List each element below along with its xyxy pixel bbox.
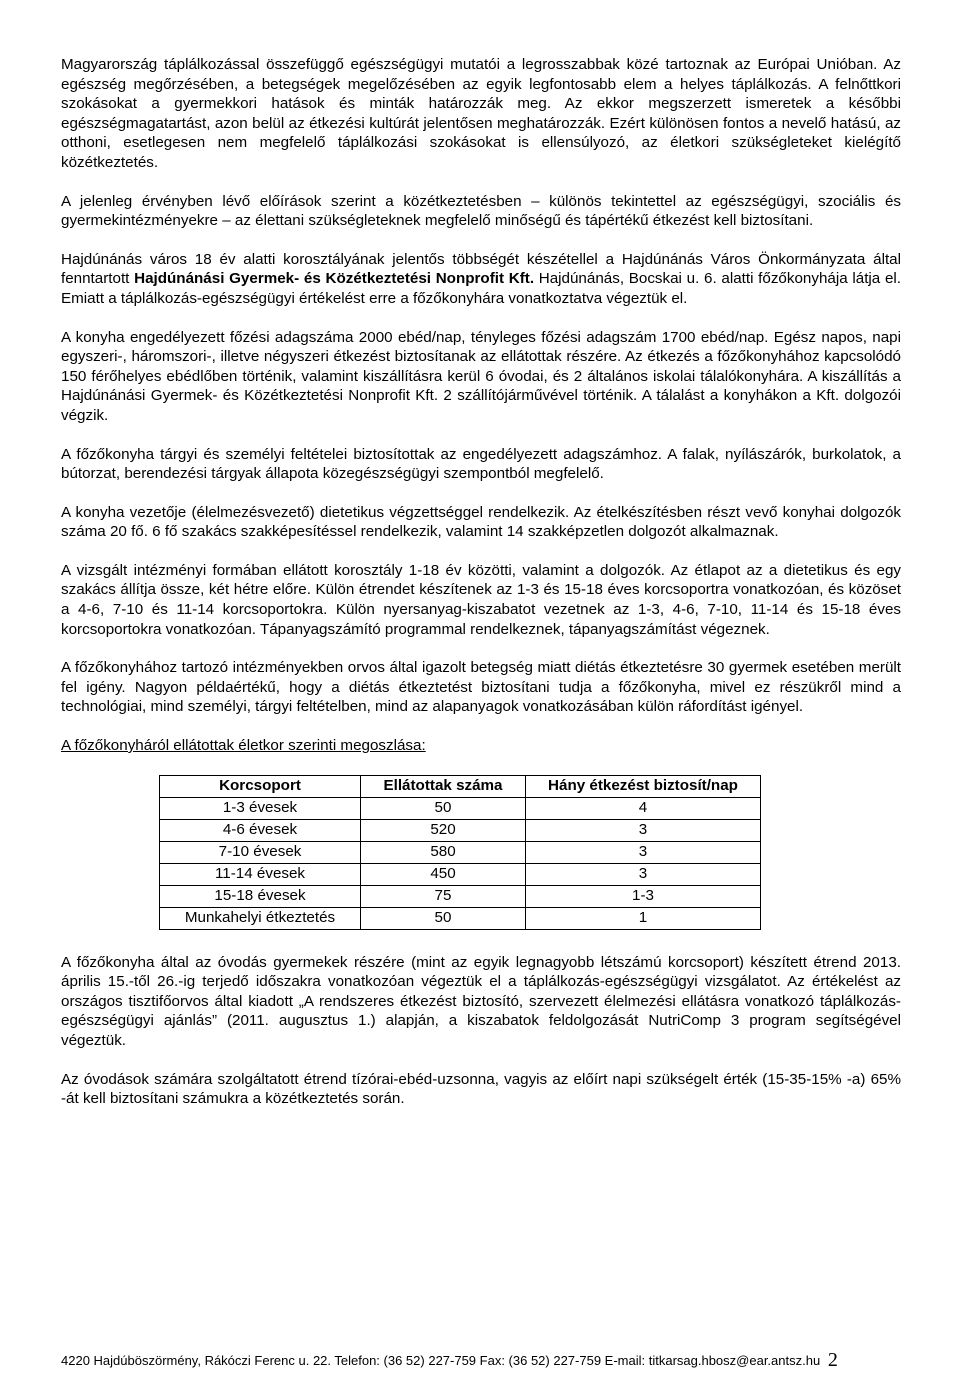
table-cell: 1-3 évesek bbox=[160, 797, 361, 819]
table-cell: 3 bbox=[526, 819, 761, 841]
table-cell: 15-18 évesek bbox=[160, 885, 361, 907]
table-cell: 3 bbox=[526, 841, 761, 863]
table-cell: 4 bbox=[526, 797, 761, 819]
section-heading: A főzőkonyháról ellátottak életkor szerinti megoszlása: bbox=[61, 737, 426, 755]
paragraph-capacity: A konyha engedélyezett főzési adagszáma 2000 ebéd/nap, tényleges főzési adagszám 1700 ebéd/nap. Egész napos, napi egyszeri-, háromszori-, illetve négyszeri étkezést biztosítanak az ellátottak részére. Az étkezés a főzőkonyhához kapcsolódó 150 férőhelyes ebédlőben történik, valamint kiszállításra kerül 6 óvodai, és 2 általános iskolai tálalókonyhára. A kiszállítás a Hajdúnánási Gyermek- és Közétkeztetési Nonprofit Kft. 2 szállítójárművével történik. A tálalást a konyhákon a Kft. dolgozói végzik. bbox=[61, 328, 901, 424]
table-cell: 11-14 évesek bbox=[160, 863, 361, 885]
page-footer bbox=[61, 1351, 911, 1370]
paragraph-kitchen-provider bbox=[61, 250, 901, 309]
table-row bbox=[160, 907, 761, 929]
table-cell: 520 bbox=[361, 819, 526, 841]
table-cell: 450 bbox=[361, 863, 526, 885]
table-row bbox=[160, 797, 761, 819]
table-cell: 7-10 évesek bbox=[160, 841, 361, 863]
paragraph-age-groups: A vizsgált intézményi formában ellátott korosztály 1-18 év közötti, valamint a dolgozók. Az étlapot az a dietetikus és egy szakács állítja össze, két hétre előre. Külön étrendet készítenek az 1-3 és 15-18 éves korcsoportra vonatkozóan, és közöset a 4-6, 7-10 és 11-14 korcsoportokra. Külön nyersanyag-kiszabatot vezetnek az 1-3, 4-6, 7-10, 11-14 és 15-18 éves korcsoportokra vonatkozóan. Tápanyagszámító programmal rendelkeznek, tápanyagszámítást végeznek. bbox=[61, 561, 901, 638]
table-cell: 50 bbox=[361, 797, 526, 819]
table-cell: 580 bbox=[361, 841, 526, 863]
paragraph-requirement: Az óvodások számára szolgáltatott étrend tízórai-ebéd-uzsonna, vagyis az előírt napi szükségelt érték (15-35-15% -a) 65% -át kell biztosítani számukra a közétkeztetés során. bbox=[61, 1070, 901, 1108]
distribution-table bbox=[159, 775, 761, 930]
paragraph-regulations: A jelenleg érvényben lévő előírások szerint a közétkeztetésben – különös tekintettel az egészségügyi, szociális és gyermekintézményekre – az élettani szükségleteknek megfelelő minőségű és tápértékű étkezést kell biztosítani. bbox=[61, 192, 901, 230]
table-header-cell: Korcsoport bbox=[160, 775, 361, 797]
provider-company-name: Hajdúnánási Gyermek- és Közétkeztetési Nonprofit Kft. bbox=[134, 270, 535, 288]
table-row bbox=[160, 863, 761, 885]
page-number: 2 bbox=[827, 1349, 838, 1371]
provider-text-end: Hajdúnánás, Bocskai u. 6. alatti főzőkonyhája látja el. Emiatt a táplálkozás-egészségügyi értékelést erre a főzőkonyhára vonatkoztatva végeztük el. bbox=[61, 270, 901, 307]
table-cell: 1 bbox=[526, 907, 761, 929]
paragraph-evaluation: A főzőkonyha által az óvodás gyermekek részére (mint az egyik legnagyobb létszámú korcsoport) készített étrend 2013. április 15.-től 26.-ig terjedő időszakra vonatkozóan végeztük el a táplálkozás-egészségügyi vizsgálatot. Az értékelést az országos tisztifőorvos által kiadott „A rendszeres étkezést biztosító, szervezett élelmezési ellátásra vonatkozó táplálkozás-egészségügyi ajánlás” (2011. augusztus 1.) alapján, a kiszabatok feldolgozását NutriComp 3 program segítségével végeztük. bbox=[61, 953, 901, 1049]
table-row bbox=[160, 885, 761, 907]
provider-text-start: Hajdúnánás város 18 év alatti korosztályának jelentős többségét készétellel a Hajdúnánás Város Önkormányzata által fenntartott bbox=[61, 250, 901, 288]
paragraph-conditions: A főzőkonyha tárgyi és személyi feltételei biztosítottak az engedélyezett adagszámhoz. A falak, nyílászárók, burkolatok, a bútorzat, berendezési tárgyak állapota közegészségügyi szempontból megfelelő. bbox=[61, 445, 901, 483]
paragraph-diet: A főzőkonyhához tartozó intézményekben orvos által igazolt betegség miatt diétás étkeztetésre 30 gyermek esetében merült fel igény. Nagyon példaértékű, hogy a diétás étkeztetést biztosítani tudja a főzőkonyha, mivel ez részükről mind a technológiai, mind személyi, tárgyi feltételben, mind az alapanyagok vonatkozásában külön ráfordítást igényel. bbox=[61, 659, 901, 716]
table-cell: Munkahelyi étkeztetés bbox=[160, 907, 361, 929]
document-body bbox=[61, 55, 901, 1109]
table-row bbox=[160, 841, 761, 863]
paragraph-intro: Magyarország táplálkozással összefüggő egészségügyi mutatói a legrosszabbak közé tartoznak az Európai Unióban. Az egészség megőrzésében, a betegségek megelőzésében az egyik legfontosabb elem a helyes táplálkozás. A felnőttkori szokásokat a gyermekkori hatások és minták határozzák meg. Az ekkor megszerzett ismeretek a későbbi egészségmagatartást, azon belül az étkezési kultúrát jelentősen meghatározzák. Ezért különösen fontos a nevelő hatású, az otthoni, esetlegesen nem megfelelő táplálkozási szokásokat is ellensúlyozó, az életkori szükségleteket kielégítő közétkeztetés. bbox=[61, 56, 901, 171]
table-cell: 3 bbox=[526, 863, 761, 885]
paragraph-staff: A konyha vezetője (élelmezésvezető) dietetikus végzettséggel rendelkezik. Az ételkészítésben részt vevő konyhai dolgozók száma 20 fő. 6 fő szakács szakképesítéssel rendelkezik, valamint 14 szakképzetlen dolgozót alkalmaznak. bbox=[61, 503, 901, 541]
table-header-cell: Hány étkezést biztosít/nap bbox=[526, 775, 761, 797]
table-cell: 50 bbox=[361, 907, 526, 929]
table-header-row bbox=[160, 775, 761, 797]
table-cell: 4-6 évesek bbox=[160, 819, 361, 841]
table-cell: 1-3 bbox=[526, 885, 761, 907]
table-cell: 75 bbox=[361, 885, 526, 907]
table-header-cell: Ellátottak száma bbox=[361, 775, 526, 797]
footer-contact: 4220 Hajdúböszörmény, Rákóczi Ferenc u. 22. Telefon: (36 52) 227-759 Fax: (36 52) 227-759 E-mail: titkarsag.hbosz@ear.antsz.hu bbox=[61, 1353, 821, 1368]
table-row bbox=[160, 819, 761, 841]
